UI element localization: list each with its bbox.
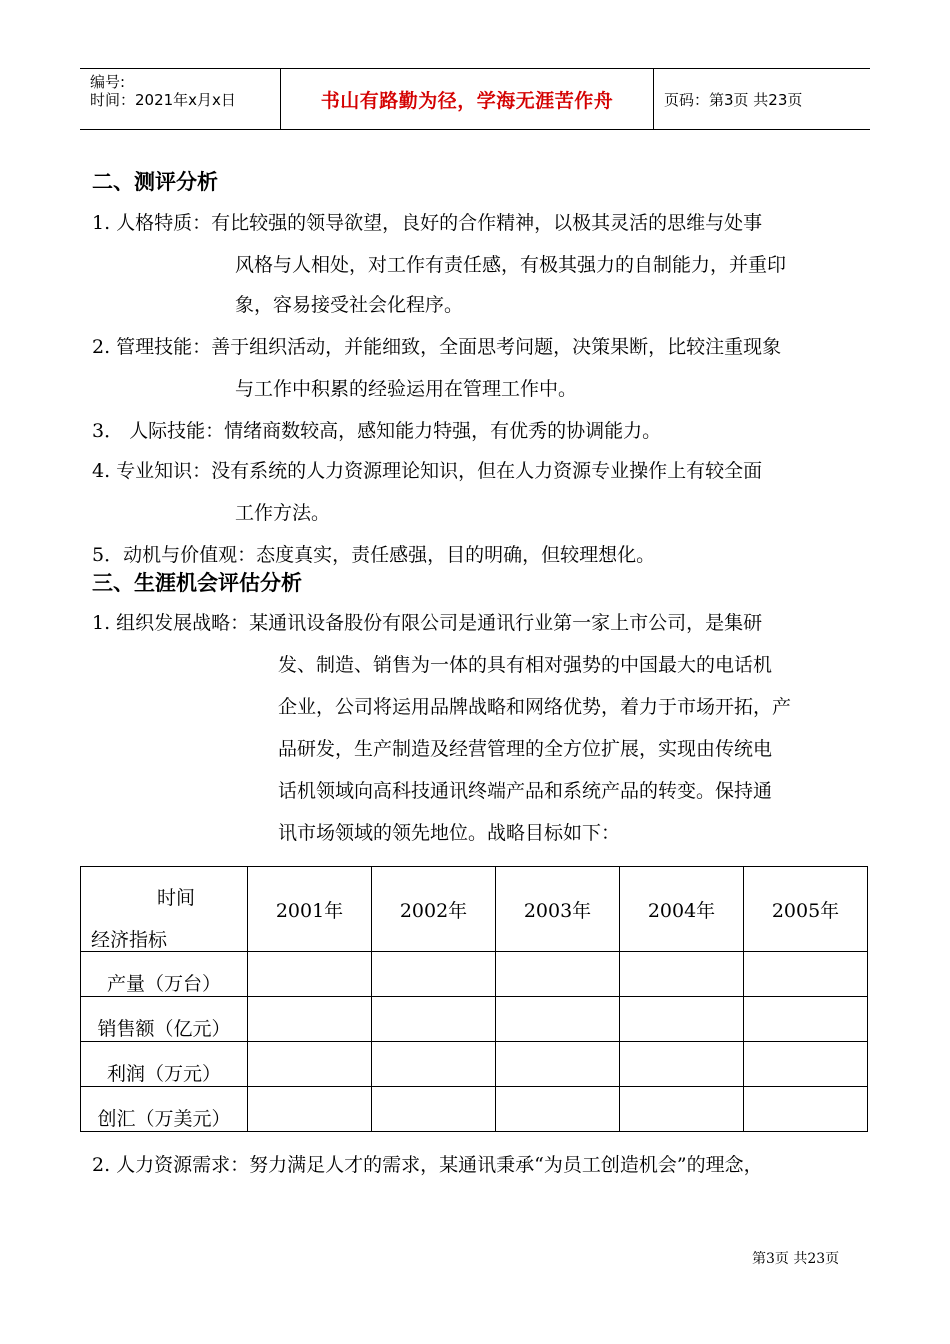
paragraph-line: 企业，公司将运用品牌战略和网络优势，着力于市场开拓，产 <box>278 696 792 718</box>
row-label: 创汇（万美元） <box>81 1087 248 1132</box>
paragraph-line: 发、制造、销售为一体的具有相对强势的中国最大的电话机 <box>278 654 773 676</box>
header-motto-cell <box>281 69 654 129</box>
header-meta-cell <box>80 69 281 129</box>
table-cell <box>744 952 868 997</box>
row-label: 产量（万台） <box>81 952 248 997</box>
table-cell <box>496 1087 620 1132</box>
strategic-goals-table <box>80 866 868 1132</box>
paragraph-line: 3． 人际技能：情绪商数较高，感知能力特强，有优秀的协调能力。 <box>92 420 662 442</box>
table-cell <box>372 1042 496 1087</box>
paragraph-line: 2. 人力资源需求：努力满足人才的需求，某通讯秉承“为员工创造机会”的理念， <box>92 1154 763 1176</box>
header-page-cell <box>654 69 870 129</box>
table-cell <box>620 1087 744 1132</box>
document-header <box>80 68 870 130</box>
paragraph-line: 工作方法。 <box>235 502 331 524</box>
table-cell <box>496 1042 620 1087</box>
header-motto: 书山有路勤为径，学海无涯苦作舟 <box>320 89 614 112</box>
paragraph-line: 讯市场领域的领先地位。战略目标如下： <box>278 822 621 844</box>
header-number: 编号: <box>90 73 126 91</box>
table-cell <box>248 1087 372 1132</box>
year-header: 2004年 <box>620 867 744 952</box>
paragraph-line: 品研发，生产制造及经营管理的全方位扩展，实现由传统电 <box>278 738 773 760</box>
year-header: 2001年 <box>248 867 372 952</box>
paragraph-line: 1. 组织发展战略：某通讯设备股份有限公司是通讯行业第一家上市公司，是集研 <box>92 612 763 634</box>
table-cell <box>496 997 620 1042</box>
paragraph-line: 5．动机与价值观：态度真实，责任感强，目的明确，但较理想化。 <box>92 544 656 566</box>
table-cell <box>248 952 372 997</box>
row-label: 销售额（亿元） <box>81 997 248 1042</box>
table-header-row <box>81 867 868 952</box>
year-header: 2003年 <box>496 867 620 952</box>
table-row <box>81 1042 868 1087</box>
table-cell <box>372 952 496 997</box>
paragraph-line: 与工作中积累的经验运用在管理工作中。 <box>235 378 578 400</box>
section-title-assessment: 二、测评分析 <box>92 170 218 194</box>
table-cell <box>372 997 496 1042</box>
table-row <box>81 952 868 997</box>
header-time: 时间：2021年x月x日 <box>90 91 236 109</box>
paragraph-line: 2. 管理技能：善于组织活动，并能细致，全面思考问题，决策果断，比较注重现象 <box>92 336 782 358</box>
year-header: 2005年 <box>744 867 868 952</box>
paragraph-line: 话机领域向高科技通讯终端产品和系统产品的转变。保持通 <box>278 780 773 802</box>
table-cell <box>620 952 744 997</box>
table-cell <box>744 1042 868 1087</box>
section-title-career-opportunity: 三、生涯机会评估分析 <box>92 571 302 595</box>
year-header: 2002年 <box>372 867 496 952</box>
table-row <box>81 1087 868 1132</box>
table-cell <box>248 1042 372 1087</box>
corner-time-label: 时间 <box>157 887 196 909</box>
table-row <box>81 997 868 1042</box>
table-cell <box>744 1087 868 1132</box>
paragraph-line: 4. 专业知识：没有系统的人力资源理论知识，但在人力资源专业操作上有较全面 <box>92 460 763 482</box>
table-cell <box>620 1042 744 1087</box>
header-page-number: 页码：第3页 共23页 <box>664 90 803 109</box>
table-cell <box>372 1087 496 1132</box>
row-label: 利润（万元） <box>81 1042 248 1087</box>
paragraph-line: 1. 人格特质：有比较强的领导欲望，良好的合作精神，以极其灵活的思维与处事 <box>92 212 763 234</box>
table-cell <box>744 997 868 1042</box>
paragraph-line: 象，容易接受社会化程序。 <box>235 294 464 316</box>
page-footer: 第3页 共23页 <box>752 1251 840 1267</box>
table-cell <box>496 952 620 997</box>
table-cell <box>248 997 372 1042</box>
table-cell <box>620 997 744 1042</box>
table-corner-cell <box>81 867 248 952</box>
corner-indicator-label: 经济指标 <box>91 929 168 951</box>
paragraph-line: 风格与人相处，对工作有责任感，有极其强力的自制能力，并重印 <box>235 254 787 276</box>
